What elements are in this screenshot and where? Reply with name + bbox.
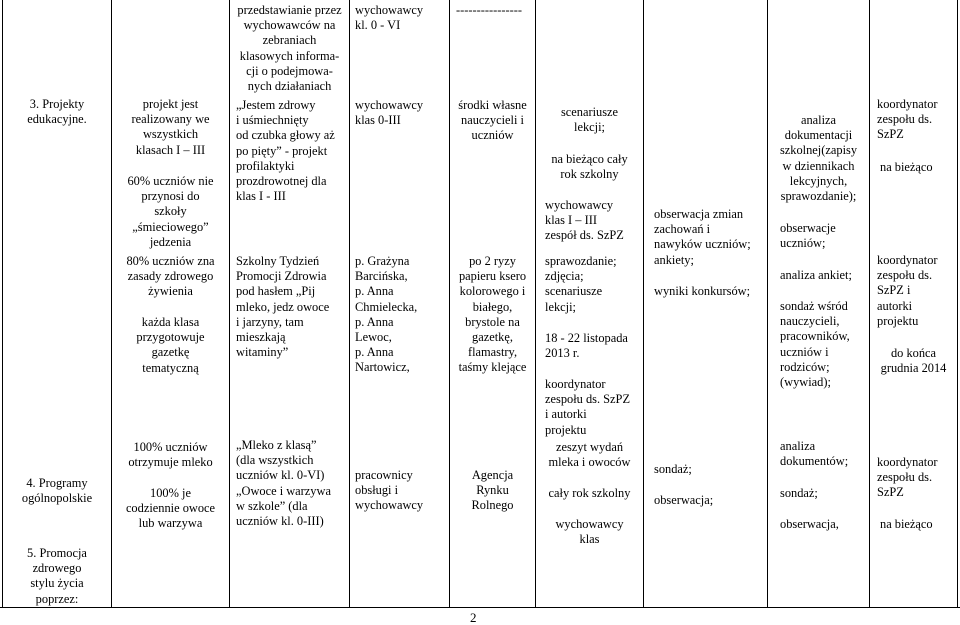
col2-projekt-realizowany: projekt jest realizowany we wszystkich klasach I – III (131, 97, 210, 157)
col4-wychowawcy-0-iii: wychowawcy klas 0-III (355, 98, 424, 128)
col8-analiza-ankiet: analiza ankiet; (780, 268, 852, 282)
col9-koordynator-autorki: koordynator zespołu ds. SzPZ i autorki projektu (877, 253, 938, 328)
table-bottom-rule (0, 607, 960, 608)
page-number: 2 (470, 610, 477, 625)
col5-papier-ksero: po 2 ryzy papieru ksero kolorowego i białego, brystole na gazetkę, flamastry, taśmy klejące (458, 254, 527, 375)
table-rule-right (957, 0, 958, 607)
col6-koordynator: koordynator zespołu ds. SzPZ i autorki projektu (545, 377, 631, 437)
col8-sondaz: sondaż; (780, 486, 818, 500)
col2-mleko: 100% uczniów otrzymuje mleko (128, 440, 213, 470)
table-rule-left (2, 0, 3, 607)
col8-sondaz-wsrod: sondaż wśród nauczycieli, pracowników, uczniów i rodziców; (wywiad); (780, 299, 850, 390)
col9-koordynator-2: koordynator zespołu ds. SzPZ (877, 455, 938, 500)
col8-analiza-dokumentacji: analiza dokumentacji szkolnej(zapisy w dziennikach lekcyjnych, sprawozdanie); (779, 113, 858, 204)
col2-gazetka-tematyczna: każda klasa przygotowuje gazetkę tematyczną (136, 315, 205, 375)
col2-owoce-warzywa: 100% je codziennie owoce lub warzywa (125, 486, 216, 531)
table-rule-col3 (349, 0, 350, 607)
col3-tydzien-promocji: Szkolny Tydzień Promocji Zdrowia pod hasłem „Pij mleko, jedz owoce i jarzyny, tam mieszkają witaminy” (236, 254, 330, 360)
col3-projekt-jestem-zdrowy: „Jestem zdrowy i uśmiechnięty od czubka głowy aż po pięty” - projekt profilaktyki prozdrowotnej dla klas I - III (236, 98, 335, 204)
col8-obserwacja: obserwacja, (780, 517, 839, 531)
col9-do-konca-grudnia: do końca grudnia 2014 (880, 346, 947, 376)
item-promocja-zdrowego-stylu: 5. Promocja zdrowego stylu życia poprzez: (27, 546, 87, 606)
col8-obserwacje-uczniow: obserwacje uczniów; (780, 221, 836, 251)
col7-wyniki-konkursow: wyniki konkursów; (654, 284, 751, 298)
col2-zasady-zywienia: 80% uczniów zna zasady zdrowego żywienia (126, 254, 215, 299)
col4-wychowawcy-0-vi: wychowawcy kl. 0 - VI (355, 3, 424, 33)
col6-scenariusze-lekcji: scenariusze lekcji; (560, 105, 619, 135)
col4-nauczyciele: p. Grażyna Barcińska, p. Anna Chmielecka, p. Anna Lewoc, p. Anna Nartowicz, (355, 254, 418, 375)
col5-agencja-rynku-rolnego: Agencja Rynku Rolnego (471, 468, 514, 513)
col6-termin-listopad: 18 - 22 listopada 2013 r. (545, 331, 628, 361)
table-rule-col6 (643, 0, 644, 607)
table-rule-col5 (535, 0, 536, 607)
col3-mleko-z-klasa: „Mleko z klasą” (dla wszystkich uczniów kl. 0-VI) „Owoce i warzywa w szkole” (dla uczniów kl. 0-III) (236, 438, 331, 529)
col6-wychowawcy-klas-2: wychowawcy klas (555, 517, 624, 547)
col6-caly-rok: cały rok szkolny (548, 486, 631, 500)
col7-obserwacja: obserwacja; (654, 493, 714, 507)
item-programy-ogolnopolskie: 4. Programy ogólnopolskie (21, 476, 93, 506)
col6-wychowawcy-klas: wychowawcy klas I – III zespół ds. SzPZ (545, 198, 624, 243)
col6-zeszyt-wydan: zeszyt wydań mleka i owoców (548, 440, 631, 470)
col7-obserwacja-zmian: obserwacja zmian zachowań i nawyków uczniów; ankiety; (654, 207, 751, 267)
col9-na-biezaco-2: na bieżąco (880, 517, 933, 531)
col7-sondaz: sondaż; (654, 462, 692, 476)
col9-koordynator-1: koordynator zespołu ds. SzPZ (877, 97, 938, 142)
col6-sprawozdanie: sprawozdanie; zdjęcia; scenariusze lekcji; (545, 254, 617, 314)
col4-pracownicy-obslugi: pracownicy obsługi i wychowawcy (355, 468, 424, 513)
item-projekty-edukacyjne: 3. Projekty edukacyjne. (27, 97, 87, 127)
col5-srodki-wlasne: środki własne nauczycieli i uczniów (458, 98, 527, 143)
col9-na-biezaco-1: na bieżąco (880, 160, 933, 174)
col5-dashes: ---------------- (456, 3, 523, 17)
col3-przedstawianie: przedstawianie przez wychowawców na zebraniach klasowych informa- cji o podejmowa- nych działaniach (237, 3, 342, 94)
col2-smieciowe-jedzenie: 60% uczniów nie przynosi do szkoły „śmieciowego” jedzenia (127, 174, 214, 249)
table-rule-col8 (869, 0, 870, 607)
table-rule-col7 (767, 0, 768, 607)
col8-analiza-dokumentow: analiza dokumentów; (780, 439, 849, 469)
col6-na-biezaco: na bieżąco cały rok szkolny (551, 152, 628, 182)
